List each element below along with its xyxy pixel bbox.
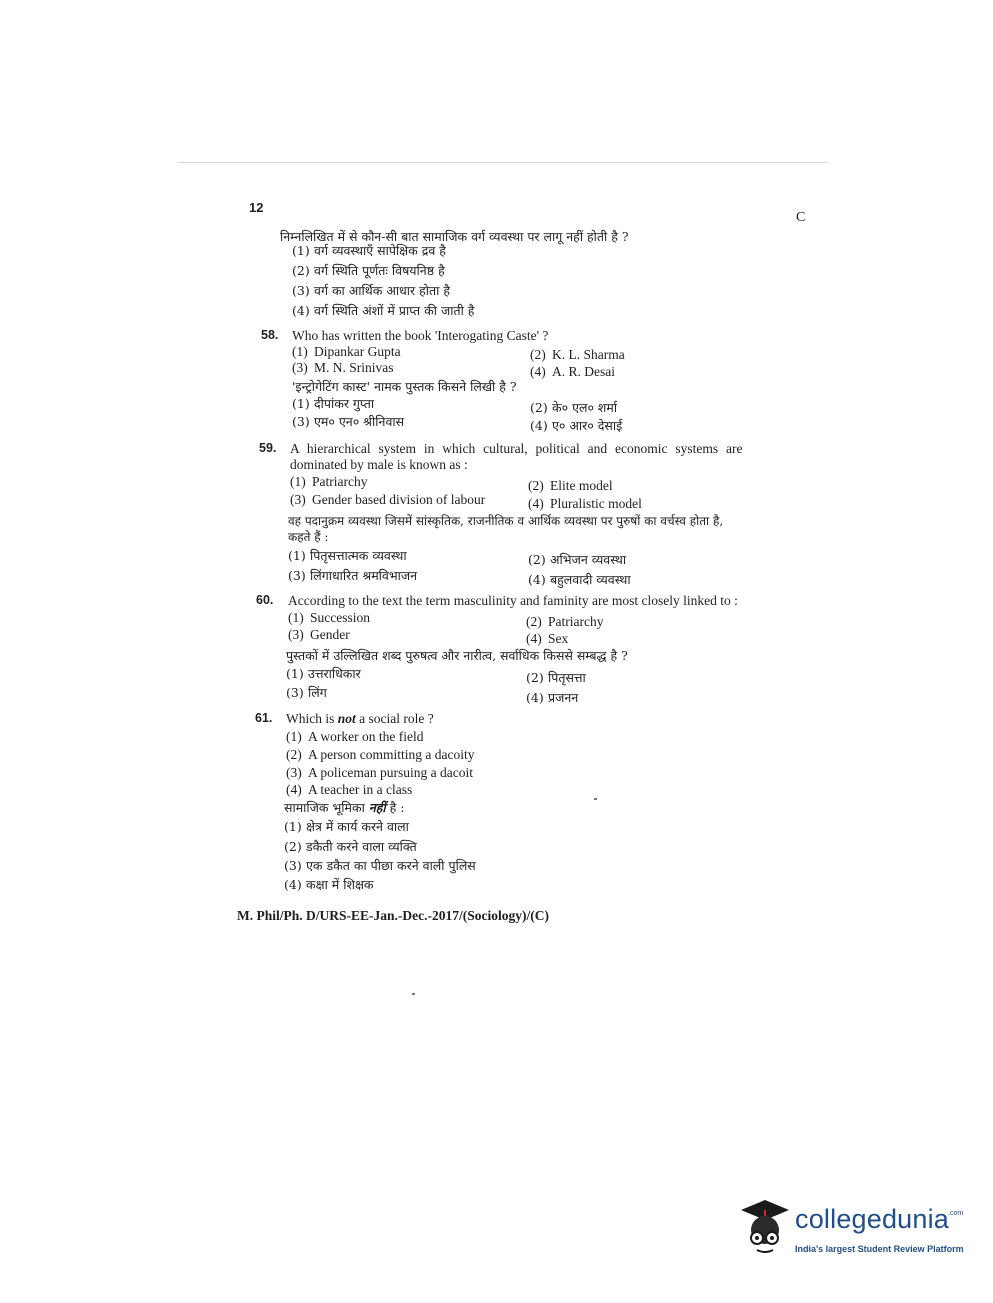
- option-hi-4: (4) बहुलवादी व्यवस्था: [528, 572, 631, 587]
- graduate-mascot-icon: [735, 1196, 793, 1256]
- option-hi-2: (2) डकैती करने वाला व्यक्ति: [284, 839, 417, 854]
- question-stem-hindi: सामाजिक भूमिका नहीं है :: [284, 800, 405, 815]
- option-hi-1: (1) वर्ग व्यवस्थाएँ सापेक्षिक द्रव है: [292, 243, 446, 258]
- option-en-4: (4) Pluralistic model: [528, 496, 642, 511]
- question-stem-hindi-line-1: वह पदानुक्रम व्यवस्था जिसमें सांस्कृतिक, राजनीतिक व आर्थिक व्यवस्था पर पुरुषों का वर्चस्व होता है,: [288, 514, 724, 528]
- option-en-3: (3) Gender based division of labour: [290, 492, 486, 507]
- option-en-2: (2) A person committing a dacoity: [286, 747, 475, 762]
- option-hi-2: (2) के० एल० शर्मा: [530, 400, 618, 415]
- option-en-2: (2) Patriarchy: [526, 614, 604, 629]
- option-hi-4: (4) कक्षा में शिक्षक: [284, 877, 374, 892]
- option-hi-2: (2) वर्ग स्थिति पूर्णतः विषयनिष्ठ है: [292, 263, 445, 278]
- question-number: 61.: [255, 711, 273, 725]
- option-en-1: (1) A worker on the field: [286, 729, 424, 744]
- option-hi-1: (1) दीपांकर गुप्ता: [292, 396, 375, 411]
- option-hi-4: (4) प्रजनन: [526, 690, 579, 705]
- option-en-1: (1) Patriarchy: [290, 474, 368, 489]
- option-en-4: (4) Sex: [526, 631, 569, 646]
- question-stem-hindi: निम्नलिखित में से कौन-सी बात सामाजिक वर्ग व्यवस्था पर लागू नहीं होती है ?: [280, 229, 629, 244]
- option-hi-3: (3) लिंगाधारित श्रमविभाजन: [288, 568, 418, 583]
- option-en-4: (4) A teacher in a class: [286, 782, 413, 797]
- option-hi-4: (4) वर्ग स्थिति अंशों में प्राप्त की जाती है: [292, 303, 475, 318]
- question-stem-english-line-1: A hierarchical system in which cultural, political and economic systems are: [290, 441, 743, 456]
- option-en-3: (3) Gender: [288, 627, 350, 642]
- option-en-3: (3) M. N. Srinivas: [292, 360, 394, 375]
- paper-code-footer: M. Phil/Ph. D/URS-EE-Jan.-Dec.-2017/(Sociology)/(C): [237, 908, 549, 923]
- option-hi-1: (1) क्षेत्र में कार्य करने वाला: [284, 819, 409, 834]
- collegedunia-watermark: [735, 1196, 965, 1260]
- option-en-1: (1) Dipankar Gupta: [292, 344, 401, 359]
- option-hi-1: (1) उत्तराधिकार: [286, 666, 361, 681]
- scan-speck: [594, 798, 597, 800]
- question-stem-english: Who has written the book 'Interogating Caste' ?: [292, 328, 549, 343]
- option-en-1: (1) Succession: [288, 610, 370, 625]
- option-hi-3: (3) वर्ग का आर्थिक आधार होता है: [292, 283, 450, 298]
- option-hi-1: (1) पितृसत्तात्मक व्यवस्था: [288, 548, 407, 563]
- question-stem-hindi: 'इन्ट्रोगेटिंग कास्ट' नामक पुस्तक किसने लिखी है ?: [292, 379, 517, 394]
- page-number: 12: [249, 200, 264, 215]
- option-en-3: (3) A policeman pursuing a dacoit: [286, 765, 473, 780]
- option-hi-3: (3) एक डकैत का पीछा करने वाली पुलिस: [284, 858, 476, 873]
- page-top-rule: [178, 162, 828, 163]
- option-en-2: (2) Elite model: [528, 478, 613, 493]
- scan-speck: [412, 993, 415, 995]
- option-hi-2: (2) पितृसत्ता: [526, 670, 586, 685]
- question-stem-english: According to the text the term masculinity and faminity are most closely linked to :: [288, 593, 738, 608]
- brand-name: collegedunia: [795, 1204, 950, 1234]
- option-hi-3: (3) एम० एन० श्रीनिवास: [292, 414, 405, 429]
- question-number: 60.: [256, 593, 274, 607]
- question-stem-hindi: पुस्तकों में उल्लिखित शब्द पुरुषत्व और नारीत्व, सर्वाधिक किससे सम्बद्ध है ?: [286, 648, 628, 663]
- option-hi-2: (2) अभिजन व्यवस्था: [528, 552, 627, 567]
- option-en-2: (2) K. L. Sharma: [530, 347, 625, 362]
- set-code: C: [796, 210, 806, 225]
- question-stem-hindi-line-2: कहते हैं :: [288, 530, 329, 544]
- brand-tagline: India's largest Student Review Platform: [795, 1244, 964, 1254]
- option-hi-4: (4) ए० आर० देसाई: [530, 418, 623, 433]
- question-stem-english: Which is not a social role ?: [286, 711, 434, 726]
- option-hi-3: (3) लिंग: [286, 685, 327, 700]
- question-number: 59.: [259, 441, 277, 455]
- question-stem-english-line-2: dominated by male is known as :: [290, 457, 468, 472]
- question-number: 58.: [261, 328, 279, 342]
- option-en-4: (4) A. R. Desai: [530, 364, 615, 379]
- brand-domain: .com: [948, 1210, 964, 1217]
